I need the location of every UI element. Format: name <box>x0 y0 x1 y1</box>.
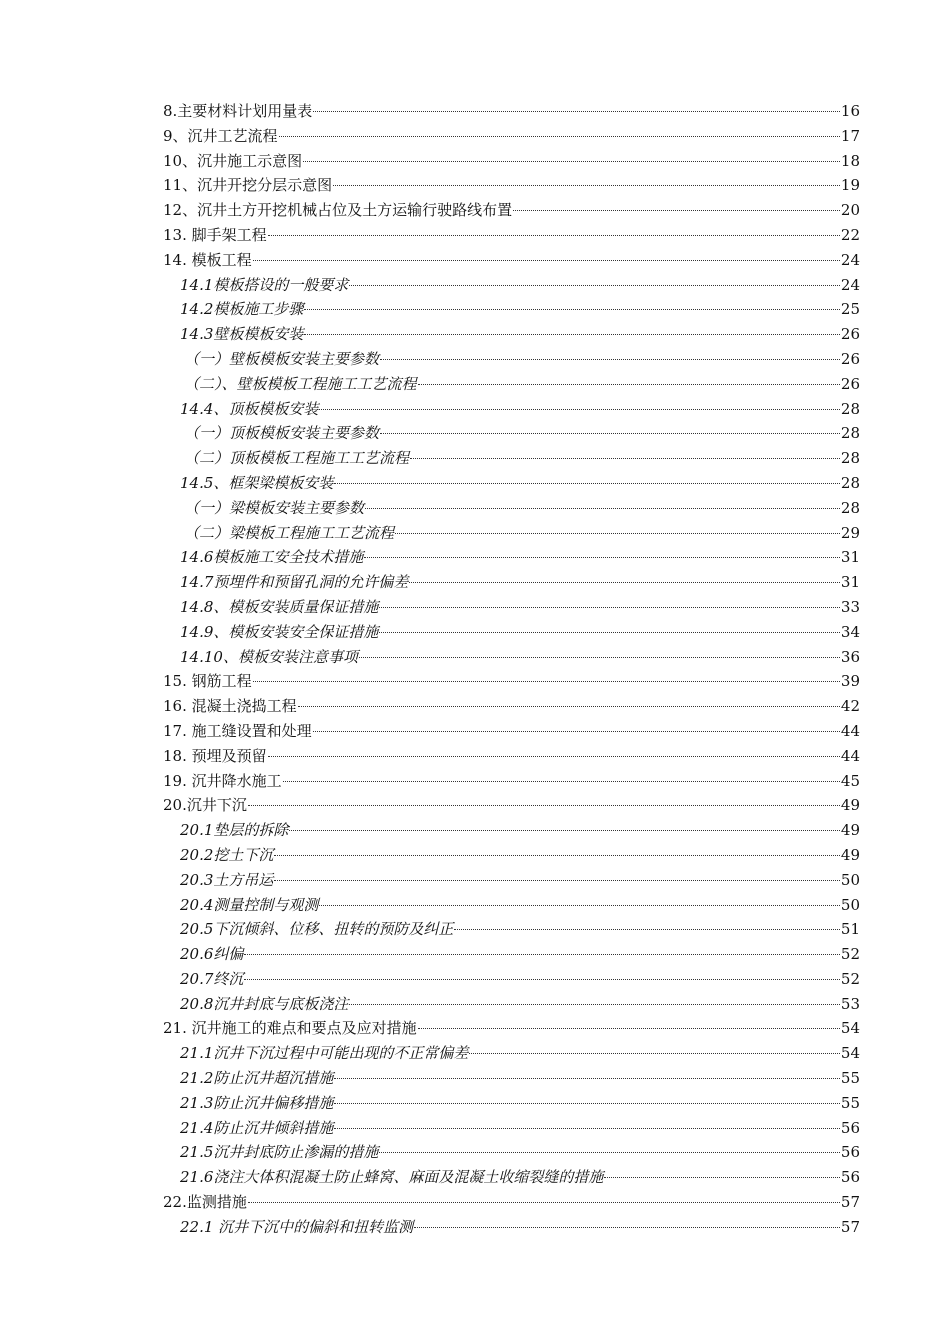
toc-entry[interactable] <box>163 595 860 620</box>
toc-entry-title: （二）顶板模板工程施工工艺流程 <box>184 449 410 468</box>
toc-dot-leader <box>253 260 840 261</box>
toc-entry-title: 20.3土方吊运 <box>180 870 274 889</box>
toc-dot-leader <box>303 161 840 162</box>
toc-entry-page-number: 49 <box>840 845 860 864</box>
toc-dot-leader <box>334 1078 840 1079</box>
toc-entry-page-number: 33 <box>840 597 860 616</box>
toc-entry-title: 13. 脚手架工程 <box>163 225 267 244</box>
toc-dot-leader <box>334 1128 840 1129</box>
toc-dot-leader <box>253 681 840 682</box>
toc-entry-page-number: 57 <box>840 1217 860 1236</box>
toc-dot-leader <box>418 384 840 385</box>
toc-entry-title: 20.4测量控制与观测 <box>180 895 319 914</box>
toc-entry-title: 22.1 沉井下沉中的偏斜和扭转监测 <box>180 1217 414 1236</box>
toc-entry[interactable] <box>163 248 860 273</box>
toc-entry[interactable] <box>163 521 860 546</box>
toc-entry[interactable] <box>163 719 860 744</box>
toc-entry-page-number: 25 <box>840 300 860 319</box>
toc-entry[interactable] <box>163 372 860 397</box>
toc-dot-leader <box>274 855 840 856</box>
toc-entry-title: 14.7预埋件和预留孔洞的允许偏差 <box>180 573 409 592</box>
toc-entry[interactable] <box>163 818 860 843</box>
toc-entry-page-number: 44 <box>840 746 860 765</box>
toc-entry-title: 18. 预埋及预留 <box>163 746 267 765</box>
toc-entry-page-number: 55 <box>840 1093 860 1112</box>
toc-entry-title: 20.2挖土下沉 <box>180 845 274 864</box>
toc-entry-page-number: 19 <box>840 176 860 195</box>
toc-dot-leader <box>313 111 840 112</box>
toc-entry-title: 21.2防止沉井超沉措施 <box>180 1069 334 1088</box>
toc-entry[interactable] <box>163 744 860 769</box>
toc-entry-title: 14.9、模板安装安全保证措施 <box>180 622 379 641</box>
toc-entry[interactable] <box>163 694 860 719</box>
toc-dot-leader <box>380 359 840 360</box>
toc-entry-page-number: 53 <box>840 994 860 1013</box>
toc-entry[interactable] <box>163 1041 860 1066</box>
toc-entry-title: 14. 模板工程 <box>163 250 252 269</box>
toc-entry-page-number: 28 <box>840 424 860 443</box>
toc-dot-leader <box>244 979 840 980</box>
toc-entry-title: 14.4、顶板模板安装 <box>180 399 319 418</box>
toc-entry-title: 8.主要材料计划用量表 <box>163 102 313 120</box>
toc-entry-page-number: 50 <box>840 895 860 914</box>
toc-entry-title: 14.8、模板安装质量保证措施 <box>180 597 379 616</box>
toc-dot-leader <box>279 136 840 137</box>
toc-entry-page-number: 34 <box>840 622 860 641</box>
toc-entry-title: 20.沉井下沉 <box>163 796 247 815</box>
toc-entry-title: 14.3壁板模板安装 <box>180 325 304 344</box>
toc-entry[interactable] <box>163 868 860 893</box>
toc-entry-title: 21.5沉井封底防止渗漏的措施 <box>180 1143 379 1162</box>
toc-entry[interactable] <box>163 917 860 942</box>
toc-entry[interactable] <box>163 496 860 521</box>
toc-entry-title: 14.6模板施工安全技术措施 <box>180 548 364 567</box>
toc-entry[interactable] <box>163 471 860 496</box>
toc-entry-page-number: 49 <box>840 796 860 815</box>
toc-dot-leader <box>604 1177 840 1178</box>
toc-dot-leader <box>469 1053 840 1054</box>
toc-dot-leader <box>349 285 840 286</box>
toc-dot-leader <box>274 880 840 881</box>
toc-entry-title: 14.2模板施工步骤 <box>180 300 304 319</box>
toc-entry[interactable] <box>163 149 860 174</box>
toc-entry[interactable] <box>163 793 860 818</box>
toc-entry-page-number: 54 <box>840 1044 860 1063</box>
toc-dot-leader <box>319 409 840 410</box>
toc-entry-page-number: 24 <box>840 250 860 269</box>
toc-entry-page-number: 31 <box>840 573 860 592</box>
toc-entry[interactable] <box>163 421 860 446</box>
toc-entry-title: 20.7终沉 <box>180 969 244 988</box>
toc-entry-page-number: 55 <box>840 1069 860 1088</box>
toc-entry-page-number: 24 <box>840 275 860 294</box>
toc-entry-title: 17. 施工缝设置和处理 <box>163 721 312 740</box>
toc-entry-title: 16. 混凝土浇捣工程 <box>163 697 297 716</box>
table-of-contents <box>163 99 860 1240</box>
toc-entry-page-number: 49 <box>840 821 860 840</box>
toc-entry-page-number: 28 <box>840 449 860 468</box>
toc-dot-leader <box>248 805 840 806</box>
toc-entry-page-number: 29 <box>840 523 860 542</box>
toc-entry-title: 21.6浇注大体积混凝土防止蜂窝、麻面及混凝土收缩裂缝的措施 <box>180 1168 604 1187</box>
toc-entry[interactable] <box>163 893 860 918</box>
toc-entry-title: 9、沉井工艺流程 <box>163 126 278 145</box>
toc-entry-title: 20.8沉井封底与底板浇注 <box>180 994 349 1013</box>
toc-entry-title: 14.10、模板安装注意事项 <box>180 647 358 666</box>
toc-entry[interactable] <box>163 1140 860 1165</box>
toc-entry[interactable] <box>163 645 860 670</box>
toc-entry-title: 15. 钢筋工程 <box>163 672 252 691</box>
toc-dot-leader <box>248 1202 840 1203</box>
toc-entry-page-number: 39 <box>840 672 860 691</box>
toc-dot-leader <box>319 905 840 906</box>
toc-entry[interactable] <box>163 1016 860 1041</box>
toc-entry-title: 11、沉井开挖分层示意图 <box>163 176 333 195</box>
toc-dot-leader <box>289 830 840 831</box>
toc-entry-title: 21.1沉井下沉过程中可能出现的不正常偏差 <box>180 1044 469 1063</box>
toc-entry-page-number: 56 <box>840 1118 860 1137</box>
toc-entry-title: 14.5、框架梁模板安装 <box>180 473 334 492</box>
toc-dot-leader <box>304 309 840 310</box>
toc-entry-page-number: 22 <box>840 225 860 244</box>
toc-entry-page-number: 54 <box>840 1019 860 1038</box>
toc-dot-leader <box>298 706 840 707</box>
toc-entry[interactable] <box>163 273 860 298</box>
toc-entry[interactable] <box>163 942 860 967</box>
toc-dot-leader <box>268 756 840 757</box>
toc-entry[interactable] <box>163 1116 860 1141</box>
toc-dot-leader <box>409 582 840 583</box>
toc-entry-title: 20.6纠偏 <box>180 945 244 964</box>
toc-entry[interactable] <box>163 322 860 347</box>
toc-dot-leader <box>244 954 840 955</box>
toc-entry-title: 10、沉井施工示意图 <box>163 151 303 170</box>
toc-entry-page-number: 16 <box>840 102 860 120</box>
toc-entry[interactable] <box>163 1190 860 1215</box>
toc-dot-leader <box>379 1152 840 1153</box>
toc-entry-page-number: 18 <box>840 151 860 170</box>
toc-entry[interactable] <box>163 992 860 1017</box>
toc-entry-page-number: 26 <box>840 374 860 393</box>
toc-entry-page-number: 56 <box>840 1143 860 1162</box>
toc-entry-page-number: 42 <box>840 697 860 716</box>
toc-entry-page-number: 45 <box>840 771 860 790</box>
toc-entry-page-number: 44 <box>840 721 860 740</box>
toc-entry-title: 12、沉井土方开挖机械占位及土方运输行驶路线布置 <box>163 201 513 220</box>
toc-entry-page-number: 28 <box>840 399 860 418</box>
toc-dot-leader <box>454 929 840 930</box>
toc-entry[interactable] <box>163 397 860 422</box>
toc-dot-leader <box>379 632 840 633</box>
toc-entry-page-number: 52 <box>840 969 860 988</box>
toc-entry-title: 21. 沉井施工的难点和要点及应对措施 <box>163 1019 417 1038</box>
toc-entry-page-number: 51 <box>840 920 860 939</box>
toc-dot-leader <box>365 508 840 509</box>
toc-dot-leader <box>380 433 840 434</box>
toc-dot-leader <box>359 657 840 658</box>
toc-entry[interactable] <box>163 124 860 149</box>
toc-entry[interactable] <box>163 99 860 124</box>
toc-entry-title: 20.5下沉倾斜、位移、扭转的预防及纠正 <box>180 920 454 939</box>
toc-entry-title: 14.1模板搭设的一般要求 <box>180 275 349 294</box>
toc-entry-page-number: 26 <box>840 349 860 368</box>
toc-entry[interactable] <box>163 769 860 794</box>
toc-entry[interactable] <box>163 967 860 992</box>
toc-entry[interactable] <box>163 570 860 595</box>
toc-dot-leader <box>513 210 840 211</box>
toc-dot-leader <box>268 235 840 236</box>
toc-entry-page-number: 28 <box>840 498 860 517</box>
toc-dot-leader <box>418 1028 840 1029</box>
toc-entry[interactable] <box>163 198 860 223</box>
toc-entry[interactable] <box>163 223 860 248</box>
toc-entry[interactable] <box>163 1165 860 1190</box>
toc-dot-leader <box>334 483 840 484</box>
toc-entry[interactable] <box>163 297 860 322</box>
toc-entry-page-number: 17 <box>840 126 860 145</box>
toc-dot-leader <box>283 781 840 782</box>
toc-entry-title: 21.3防止沉井偏移措施 <box>180 1093 334 1112</box>
toc-entry-title: （一）壁板模板安装主要参数 <box>184 349 380 368</box>
toc-entry-title: 19. 沉井降水施工 <box>163 771 282 790</box>
toc-entry-page-number: 56 <box>840 1168 860 1187</box>
toc-entry-title: （一）梁模板安装主要参数 <box>184 498 365 517</box>
toc-dot-leader <box>414 1227 840 1228</box>
toc-entry[interactable] <box>163 843 860 868</box>
toc-dot-leader <box>395 533 840 534</box>
toc-entry-page-number: 26 <box>840 325 860 344</box>
toc-entry[interactable] <box>163 620 860 645</box>
toc-entry[interactable] <box>163 1215 860 1240</box>
toc-entry-page-number: 31 <box>840 548 860 567</box>
toc-dot-leader <box>304 334 840 335</box>
toc-entry[interactable] <box>163 1066 860 1091</box>
toc-entry[interactable] <box>163 347 860 372</box>
toc-entry-title: （一）顶板模板安装主要参数 <box>184 424 380 443</box>
toc-dot-leader <box>334 1103 840 1104</box>
toc-entry-title: （二）梁模板工程施工工艺流程 <box>184 523 395 542</box>
toc-entry-page-number: 57 <box>840 1193 860 1212</box>
toc-dot-leader <box>333 185 840 186</box>
toc-entry-page-number: 36 <box>840 647 860 666</box>
toc-entry-title: 21.4防止沉井倾斜措施 <box>180 1118 334 1137</box>
toc-dot-leader <box>313 731 840 732</box>
toc-entry-page-number: 28 <box>840 473 860 492</box>
toc-entry[interactable] <box>163 446 860 471</box>
toc-dot-leader <box>364 557 840 558</box>
toc-entry[interactable] <box>163 545 860 570</box>
toc-entry-title: （二）、壁板模板工程施工工艺流程 <box>184 374 417 393</box>
toc-entry[interactable] <box>163 669 860 694</box>
toc-entry-page-number: 20 <box>840 201 860 220</box>
toc-dot-leader <box>410 458 840 459</box>
toc-dot-leader <box>379 607 840 608</box>
toc-entry-page-number: 50 <box>840 870 860 889</box>
toc-entry-page-number: 52 <box>840 945 860 964</box>
toc-dot-leader <box>349 1004 840 1005</box>
toc-entry[interactable] <box>163 173 860 198</box>
toc-entry-title: 22.监测措施 <box>163 1193 247 1212</box>
toc-entry[interactable] <box>163 1091 860 1116</box>
toc-entry-title: 20.1垫层的拆除 <box>180 821 289 840</box>
